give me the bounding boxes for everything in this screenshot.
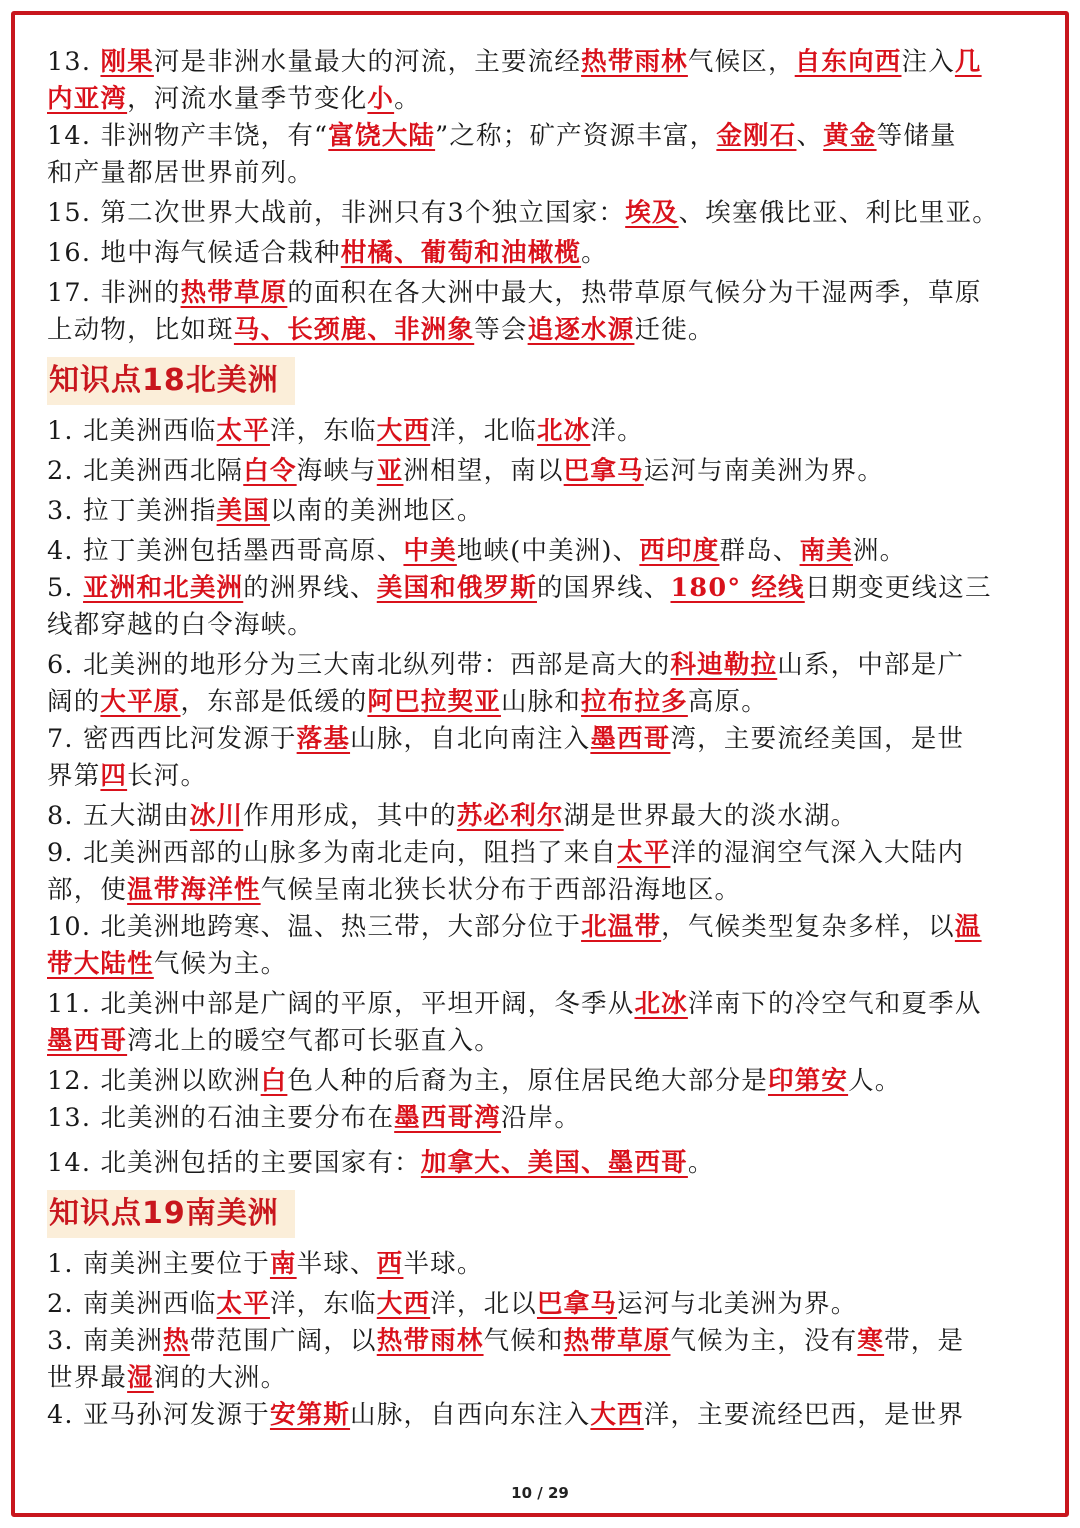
highlighted-answer: 太平: [216, 416, 270, 446]
text-segment: 15. 第二次世界大战前，非洲只有3个独立国家：: [47, 198, 626, 228]
highlighted-answer: 安第斯: [269, 1400, 351, 1430]
highlighted-answer: 北冰: [536, 416, 591, 446]
text-segment: 洋，主要流经巴西，是世界: [643, 1400, 965, 1430]
text-segment: 世界最: [47, 1363, 128, 1393]
highlighted-answer: 大平原: [100, 687, 181, 717]
highlighted-answer: 太平: [617, 838, 671, 868]
text-line: [47, 118, 1037, 155]
highlighted-answer: 马、长颈鹿、非洲象: [233, 315, 475, 345]
highlighted-answer: 冰川: [189, 801, 244, 831]
text-segment: 带范围广阔，以: [189, 1326, 377, 1356]
highlighted-answer: 墨西哥湾: [394, 1103, 501, 1133]
section-heading-row: [47, 1182, 1037, 1246]
text-line: [47, 1360, 1037, 1397]
text-line: [47, 1323, 1037, 1360]
text-segment: 。: [394, 84, 421, 114]
text-segment: 等会: [474, 315, 528, 345]
text-segment: 长河。: [127, 761, 208, 791]
text-segment: 5.: [47, 573, 84, 603]
text-line: [47, 1100, 1037, 1137]
highlighted-answer: 几: [954, 47, 982, 77]
highlighted-answer: 温: [954, 912, 982, 942]
text-segment: 河是非洲水量最大的河流，主要流经: [153, 47, 582, 77]
highlighted-answer: 加拿大、美国、墨西哥: [420, 1148, 688, 1178]
highlighted-answer: 落基: [296, 724, 351, 754]
highlighted-answer: 180° 经线: [670, 573, 805, 603]
text-segment: 沿岸。: [500, 1103, 582, 1133]
text-segment: 半球。: [403, 1249, 484, 1279]
text-segment: 洋，东临: [269, 1289, 377, 1319]
text-segment: ”之称；矿产资源丰富，: [435, 121, 717, 151]
highlighted-answer: 湿: [127, 1363, 154, 1393]
text-line: [47, 1063, 1037, 1100]
highlighted-answer: 温带海洋性: [127, 875, 261, 905]
text-segment: 人。: [848, 1066, 902, 1096]
text-segment: 洋，北以: [430, 1289, 537, 1319]
text-line: [47, 195, 1037, 232]
text-segment: 16. 地中海气候适合栽种: [47, 238, 341, 268]
text-segment: 迁徙。: [634, 315, 715, 345]
text-line: [47, 647, 1037, 684]
text-segment: 日期变更线这三: [804, 573, 992, 603]
highlighted-answer: 南: [269, 1249, 297, 1279]
text-segment: 气候为主，没有: [670, 1326, 858, 1356]
text-segment: 14. 非洲物产丰饶，有“: [47, 121, 329, 151]
text-segment: 6. 北美洲的地形分为三大南北纵列带：西部是高大的: [47, 650, 671, 680]
text-line: [47, 235, 1037, 272]
highlighted-answer: 大西: [376, 416, 431, 446]
highlighted-answer: 拉布拉多: [581, 687, 688, 717]
text-segment: 气候区，: [687, 47, 795, 77]
text-segment: 8. 五大湖由: [47, 801, 190, 831]
highlighted-answer: 印第安: [767, 1066, 849, 1096]
highlighted-answer: 小: [367, 84, 395, 114]
highlighted-answer: 阿巴拉契亚: [367, 687, 501, 717]
highlighted-answer: 富饶大陆: [328, 121, 436, 151]
text-segment: 洋。: [590, 416, 644, 446]
text-segment: ，东部是低缓的: [180, 687, 368, 717]
highlighted-answer: 大西: [590, 1400, 644, 1430]
text-line: [47, 909, 1037, 946]
text-segment: 1. 南美洲主要位于: [47, 1249, 270, 1279]
highlighted-answer: 白令: [243, 456, 297, 486]
text-segment: 山系，中部是广: [777, 650, 965, 680]
highlighted-answer: 科迪勒拉: [670, 650, 778, 680]
text-segment: 带，是: [884, 1326, 965, 1356]
text-segment: 4. 拉丁美洲包括墨西哥高原、: [47, 536, 404, 566]
highlighted-answer: 墨西哥: [47, 1026, 128, 1056]
text-segment: 湖是世界最大的淡水湖。: [563, 801, 858, 831]
text-segment: 山脉和: [500, 687, 582, 717]
text-segment: 注入: [901, 47, 955, 77]
text-segment: 洲。: [852, 536, 907, 566]
highlighted-answer: 埃及: [625, 198, 679, 228]
highlighted-answer: 热带雨林: [581, 47, 688, 77]
text-segment: 13.: [47, 47, 101, 77]
page-number: 10 / 29: [511, 1484, 569, 1502]
text-segment: 3. 拉丁美洲指: [47, 496, 217, 526]
text-segment: 海峡与: [296, 456, 377, 486]
text-line: [47, 607, 1037, 644]
highlighted-answer: 柑橘、葡萄和油橄榄: [340, 238, 582, 268]
heading-north-america: 知识点18北美洲: [47, 357, 295, 405]
text-line: [47, 493, 1037, 530]
highlighted-answer: 南美: [799, 536, 853, 566]
text-segment: 的国界线、: [536, 573, 671, 603]
text-line: [47, 721, 1037, 758]
text-line: [47, 413, 1037, 450]
text-line: [47, 44, 1037, 81]
document-body: [47, 44, 1037, 1434]
text-line: [47, 155, 1037, 192]
highlighted-answer: 美国: [216, 496, 270, 526]
highlighted-answer: 北冰: [634, 989, 688, 1019]
highlighted-answer: 墨西哥: [590, 724, 671, 754]
text-segment: 的洲界线、: [243, 573, 377, 603]
text-segment: 地峡(中美洲)、: [456, 536, 640, 566]
text-segment: 2. 北美洲西北隔: [47, 456, 244, 486]
text-line: [47, 835, 1037, 872]
text-segment: 11. 北美洲中部是广阔的平原，平坦开阔，冬季从: [47, 989, 635, 1019]
text-segment: 4. 亚马孙河发源于: [47, 1400, 270, 1430]
highlighted-answer: 巴拿马: [563, 456, 644, 486]
highlighted-answer: 刚果: [100, 47, 154, 77]
text-line: [47, 1246, 1037, 1283]
text-segment: 线都穿越的白令海峡。: [47, 610, 315, 640]
highlighted-answer: 巴拿马: [536, 1289, 618, 1319]
text-segment: 3. 南美洲: [47, 1326, 164, 1356]
text-segment: 和产量都居世界前列。: [47, 158, 315, 188]
text-segment: 色人种的后裔为主，原住居民绝大部分是: [287, 1066, 768, 1096]
text-segment: 气候为主。: [153, 949, 288, 979]
text-line: [47, 81, 1037, 118]
text-segment: 9. 北美洲西部的山脉多为南北走向，阻挡了来自: [47, 838, 618, 868]
text-segment: 10. 北美洲地跨寒、温、热三带，大部分位于: [47, 912, 582, 942]
text-line: [47, 1145, 1037, 1182]
highlighted-answer: 自东向西: [794, 47, 902, 77]
highlighted-answer: 带大陆性: [47, 949, 154, 979]
text-segment: 气候呈南北狭长状分布于西部沿海地区。: [260, 875, 742, 905]
text-segment: 、: [796, 121, 824, 151]
text-line: [47, 1286, 1037, 1323]
text-segment: 山脉，自西向东注入: [350, 1400, 591, 1430]
text-line: [47, 946, 1037, 983]
text-segment: ，河流水量季节变化: [127, 84, 368, 114]
highlighted-answer: 美国和俄罗斯: [376, 573, 537, 603]
highlighted-answer: 亚: [376, 456, 404, 486]
text-line: [47, 533, 1037, 570]
highlighted-answer: 热: [163, 1326, 190, 1356]
text-line: [47, 453, 1037, 490]
highlighted-answer: 寒: [857, 1326, 885, 1356]
text-segment: 部，使: [47, 875, 128, 905]
text-segment: 半球、: [296, 1249, 377, 1279]
text-line: [47, 312, 1037, 349]
text-segment: 12. 北美洲以欧洲: [47, 1066, 261, 1096]
text-segment: 13. 北美洲的石油主要分布在: [47, 1103, 395, 1133]
highlighted-answer: 黄金: [823, 121, 877, 151]
text-segment: 运河与北美洲为界。: [617, 1289, 858, 1319]
text-segment: 的面积在各大洲中最大，热带草原气候分为干湿两季，草原: [287, 278, 982, 308]
highlighted-answer: 追逐水源: [527, 315, 635, 345]
highlighted-answer: 北温带: [581, 912, 662, 942]
text-segment: 气候和: [483, 1326, 564, 1356]
highlighted-answer: 白: [260, 1066, 288, 1096]
text-segment: 洋南下的冷空气和夏季从: [687, 989, 982, 1019]
text-segment: 17. 非洲的: [47, 278, 181, 308]
text-line: [47, 1397, 1037, 1434]
text-segment: 上动物，比如斑: [47, 315, 234, 345]
text-line: [47, 798, 1037, 835]
text-segment: 运河与南美洲为界。: [643, 456, 885, 486]
text-segment: 洋，北临: [430, 416, 537, 446]
highlighted-answer: 亚洲和北美洲: [83, 573, 244, 603]
text-segment: 、埃塞俄比亚、利比里亚。: [678, 198, 999, 228]
highlighted-answer: 西印度: [639, 536, 720, 566]
text-line: [47, 758, 1037, 795]
text-segment: 7. 密西西比河发源于: [47, 724, 297, 754]
highlighted-answer: 金刚石: [716, 121, 797, 151]
text-segment: 等储量: [876, 121, 957, 151]
text-segment: 1. 北美洲西临: [47, 416, 217, 446]
text-segment: 湾，主要流经美国，是世: [670, 724, 965, 754]
text-segment: 界第: [47, 761, 101, 791]
text-segment: 湾北上的暖空气都可长驱直入。: [127, 1026, 501, 1056]
text-segment: 。: [581, 238, 608, 268]
highlighted-answer: 热带草原: [180, 278, 288, 308]
highlighted-answer: 中美: [403, 536, 457, 566]
highlighted-answer: 四: [100, 761, 128, 791]
heading-south-america: 知识点19南美洲: [47, 1190, 295, 1238]
text-segment: 洋，东临: [269, 416, 377, 446]
highlighted-answer: 大西: [376, 1289, 431, 1319]
text-segment: 山脉，自北向南注入: [350, 724, 591, 754]
highlighted-answer: 太平: [216, 1289, 270, 1319]
text-line: [47, 275, 1037, 312]
text-segment: 洋的湿润空气深入大陆内: [670, 838, 965, 868]
highlighted-answer: 热带雨林: [376, 1326, 484, 1356]
text-segment: 润的大洲。: [153, 1363, 288, 1393]
text-segment: 2. 南美洲西临: [47, 1289, 217, 1319]
text-line: [47, 684, 1037, 721]
text-line: [47, 986, 1037, 1023]
highlighted-answer: 内亚湾: [47, 84, 128, 114]
text-segment: 群岛、: [719, 536, 800, 566]
highlighted-answer: 苏必利尔: [456, 801, 564, 831]
text-segment: 作用形成，其中的: [243, 801, 457, 831]
highlighted-answer: 热带草原: [563, 1326, 671, 1356]
text-segment: 以南的美洲地区。: [269, 496, 484, 526]
text-segment: 洲相望，南以: [403, 456, 564, 486]
highlighted-answer: 西: [376, 1249, 404, 1279]
text-line: [47, 872, 1037, 909]
text-segment: ，气候类型复杂多样，以: [661, 912, 955, 942]
text-line: [47, 1023, 1037, 1060]
section-heading-row: [47, 349, 1037, 413]
text-line: [47, 570, 1037, 607]
text-segment: 。: [687, 1148, 715, 1178]
text-segment: 14. 北美洲包括的主要国家有：: [47, 1148, 421, 1178]
text-segment: 阔的: [47, 687, 101, 717]
text-segment: 高原。: [687, 687, 768, 717]
